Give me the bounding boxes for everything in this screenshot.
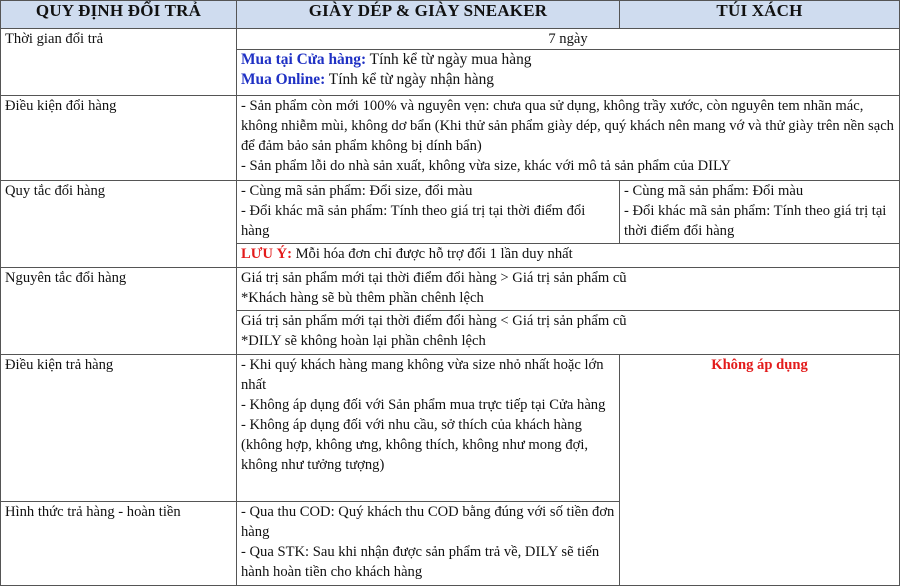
bags-rule-1: - Cùng mã sản phẩm: Đổi màu xyxy=(624,183,804,199)
principle-1-line-1: Giá trị sản phẩm mới tại thời điểm đổi hàng > Giá trị sản phẩm cũ xyxy=(241,270,627,286)
refund-method-2: - Qua STK: Sau khi nhận được sản phẩm trả về, DILY sẽ tiến hành hoàn tiền cho khách hàng xyxy=(241,544,600,580)
online-line xyxy=(241,70,895,90)
online-text: Tính kể từ ngày nhận hàng xyxy=(325,71,495,88)
return-days: 7 ngày xyxy=(237,29,900,50)
bags-exchange-rules xyxy=(620,181,900,244)
refund-method-cell xyxy=(237,502,620,586)
refund-method-1: - Qua thu COD: Quý khách thu COD bằng đúng với số tiền đơn hàng xyxy=(241,504,615,540)
not-applicable-text: Không áp dụng xyxy=(711,357,808,373)
table-row xyxy=(1,268,900,311)
table-row xyxy=(1,96,900,181)
exchange-note xyxy=(237,244,900,268)
header-policy: QUY ĐỊNH ĐỔI TRẢ xyxy=(1,1,237,29)
principle-2-line-1: Giá trị sản phẩm mới tại thời điểm đổi hàng < Giá trị sản phẩm cũ xyxy=(241,313,627,329)
return-condition-3: - Không áp dụng đối với nhu cầu, sở thích của khách hàng (không hợp, không ưng, không thích, không như mong đợi, không như tưởng tượng) xyxy=(241,417,589,473)
header-row xyxy=(1,1,900,29)
exchange-conditions-cell xyxy=(237,96,900,181)
principle-2-line-2: *DILY sẽ không hoàn lại phần chênh lệch xyxy=(241,333,486,349)
return-time-detail xyxy=(237,50,900,96)
note-label: LƯU Ý: xyxy=(241,246,292,262)
table-row xyxy=(1,355,900,502)
shoes-exchange-rules xyxy=(237,181,620,244)
return-condition-2: - Không áp dụng đối với Sản phẩm mua trực tiếp tại Cửa hàng xyxy=(241,397,606,413)
row-label-exchange-rules: Quy tắc đổi hàng xyxy=(1,181,237,268)
bags-not-applicable xyxy=(620,355,900,586)
principle-case-1 xyxy=(237,268,900,311)
store-text: Tính kể từ ngày mua hàng xyxy=(366,51,532,68)
header-bags: TÚI XÁCH xyxy=(620,1,900,29)
principle-1-line-2: *Khách hàng sẽ bù thêm phần chênh lệch xyxy=(241,290,484,306)
principle-case-2 xyxy=(237,311,900,355)
row-label-return-time: Thời gian đổi trả xyxy=(1,29,237,96)
bags-rule-2: - Đổi khác mã sản phẩm: Tính theo giá trị tại thời điểm đổi hàng xyxy=(624,203,887,239)
row-label-refund-method: Hình thức trả hàng - hoàn tiền xyxy=(1,502,237,586)
exchange-condition-2: - Sản phẩm lỗi do nhà sản xuất, không vừa size, khác với mô tả sản phẩm của DILY xyxy=(241,158,731,174)
shoes-rule-2: - Đổi khác mã sản phẩm: Tính theo giá trị tại thời điểm đổi hàng xyxy=(241,203,586,239)
table-row xyxy=(1,29,900,50)
online-label: Mua Online: xyxy=(241,71,326,88)
return-conditions-cell xyxy=(237,355,620,502)
return-condition-1: - Khi quý khách hàng mang không vừa size nhỏ nhất hoặc lớn nhất xyxy=(241,357,604,393)
shoes-rule-1: - Cùng mã sản phẩm: Đổi size, đổi màu xyxy=(241,183,473,199)
store-line xyxy=(241,50,895,70)
exchange-condition-1: - Sản phẩm còn mới 100% và nguyên vẹn: chưa qua sử dụng, không trầy xước, còn nguyên tem nhãn mác, không nhiễm mùi, không dơ bẩn (Khi thử sản phẩm giày dép, quý khách nên mang vớ và thử giày trên nền sạch để đảm bảo sản phẩm không bị dính bẩn) xyxy=(241,98,894,154)
header-shoes: GIÀY DÉP & GIÀY SNEAKER xyxy=(237,1,620,29)
row-label-exchange-principles: Nguyên tắc đổi hàng xyxy=(1,268,237,355)
row-label-exchange-conditions: Điều kiện đổi hàng xyxy=(1,96,237,181)
row-label-return-conditions: Điều kiện trả hàng xyxy=(1,355,237,502)
table-row xyxy=(1,181,900,244)
note-text: Mỗi hóa đơn chỉ được hỗ trợ đổi 1 lần duy nhất xyxy=(291,246,573,262)
store-label: Mua tại Cửa hàng: xyxy=(241,51,367,68)
